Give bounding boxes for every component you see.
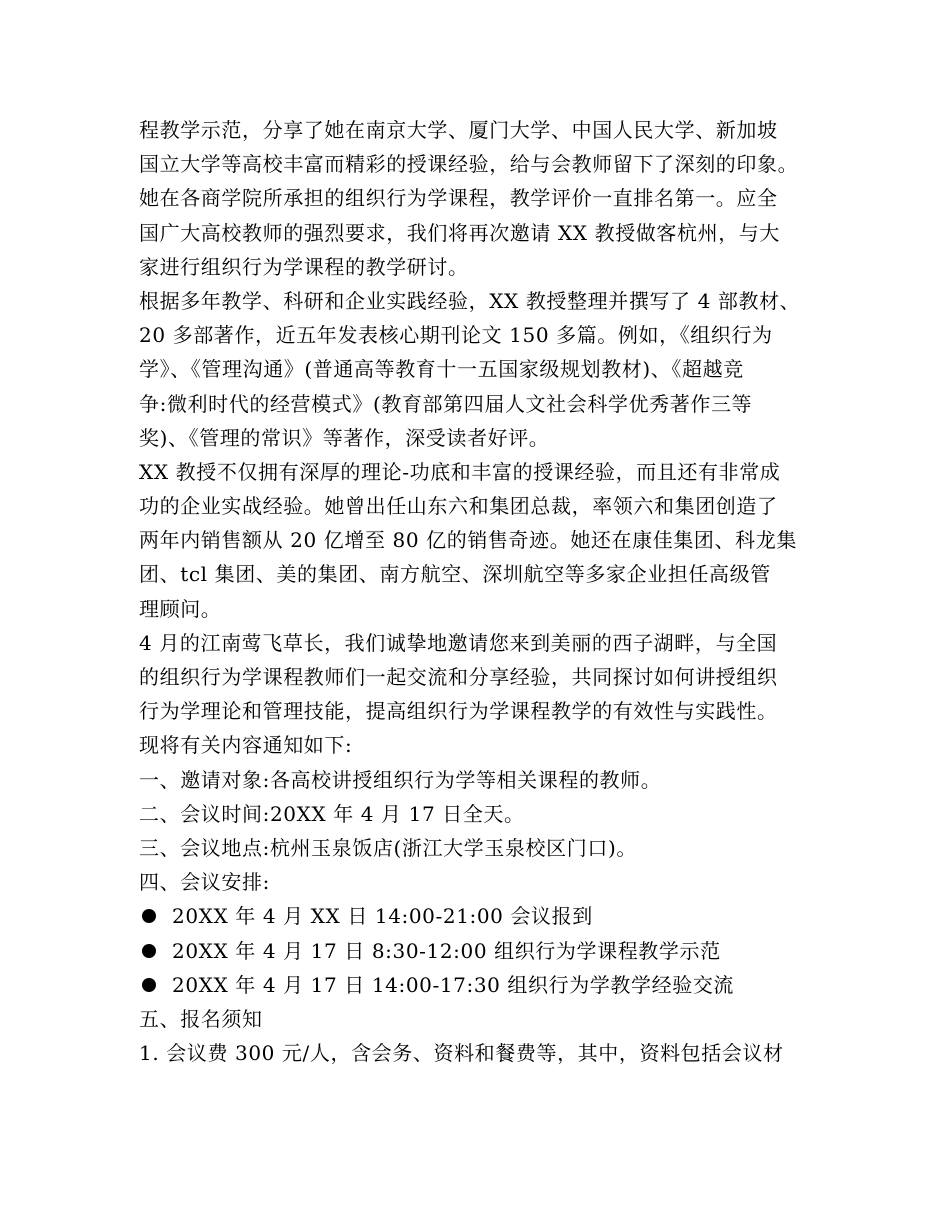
bullet-dot-icon bbox=[142, 978, 156, 992]
bullet-dot-icon bbox=[142, 944, 156, 958]
document-body bbox=[139, 113, 839, 1070]
schedule-item-text: 20XX 年 4 月 XX 日 14:00-21:00 会议报到 bbox=[172, 904, 593, 929]
text-line: 奖)、《管理的常识》等著作，深受读者好评。 bbox=[139, 425, 550, 450]
text-line: 家进行组织行为学课程的教学研讨。 bbox=[139, 254, 469, 279]
text-line: 国立大学等高校丰富而精彩的授课经验，给与会教师留下了深刻的印象。 bbox=[139, 152, 799, 177]
schedule-item bbox=[139, 899, 839, 933]
text-line: 两年内销售额从 20 亿增至 80 亿的销售奇迹。她还在康佳集团、科龙集 bbox=[139, 528, 797, 553]
text-line: 国广大高校教师的强烈要求，我们将再次邀请 XX 教授做客杭州，与大 bbox=[139, 220, 780, 245]
text-line: 20 多部著作，近五年发表核心期刊论文 150 多篇。例如，《组织行为 bbox=[139, 323, 773, 348]
text-line: 争:微利时代的经营模式》(教育部第四届人文社会科学优秀著作三等 bbox=[139, 391, 753, 416]
text-line: 理顾问。 bbox=[139, 596, 222, 621]
text-line: 学》、《管理沟通》(普通高等教育十一五国家级规划教材)、《超越竞 bbox=[139, 357, 744, 382]
text-line: 的组织行为学课程教师们一起交流和分享经验，共同探讨如何讲授组织 bbox=[139, 665, 778, 689]
text-line: 功的企业实战经验。她曾出任山东六和集团总裁，率领六和集团创造了 bbox=[139, 494, 778, 519]
text-line: 行为学理论和管理技能，提高组织行为学课程教学的有效性与实践性。 bbox=[139, 699, 778, 724]
meeting-venue-line: 三、会议地点:杭州玉泉饭店(浙江大学玉泉校区门口)。 bbox=[139, 835, 637, 860]
bullet-dot-icon bbox=[142, 909, 156, 923]
schedule-item-text: 20XX 年 4 月 17 日 14:00-17:30 组织行为学教学经验交流 bbox=[172, 972, 735, 997]
text-line: 团、tcl 集团、美的集团、南方航空、深圳航空等多家企业担任高级管 bbox=[139, 562, 771, 587]
registration-item: 1. 会议费 300 元/人，含会务、资料和餐费等，其中，资料包括会议材 bbox=[139, 1041, 784, 1066]
invitee-line: 一、邀请对象:各高校讲授组织行为学等相关课程的教师。 bbox=[139, 767, 662, 792]
meeting-agenda-heading: 四、会议安排: bbox=[139, 870, 270, 895]
text-line: 4 月的江南莺飞草长，我们诚挚地邀请您来到美丽的西子湖畔，与全国 bbox=[139, 630, 778, 655]
registration-heading: 五、报名须知 bbox=[139, 1006, 263, 1031]
text-line: 根据多年教学、科研和企业实践经验，XX 教授整理并撰写了 4 部教材、 bbox=[139, 288, 801, 313]
text-line: XX 教授不仅拥有深厚的理论-功底和丰富的授课经验，而且还有非常成 bbox=[139, 459, 781, 484]
text-line: 程教学示范，分享了她在南京大学、厦门大学、中国人民大学、新加坡 bbox=[139, 118, 778, 142]
schedule-item bbox=[139, 934, 839, 968]
schedule-item-text: 20XX 年 4 月 17 日 8:30-12:00 组织行为学课程教学示范 bbox=[172, 938, 721, 963]
meeting-time-line: 二、会议时间:20XX 年 4 月 17 日全天。 bbox=[139, 801, 525, 826]
schedule-item bbox=[139, 968, 839, 1002]
text-line: 她在各商学院所承担的组织行为学课程，教学评价一直排名第一。应全 bbox=[139, 186, 778, 211]
text-line: 现将有关内容通知如下: bbox=[139, 733, 353, 758]
